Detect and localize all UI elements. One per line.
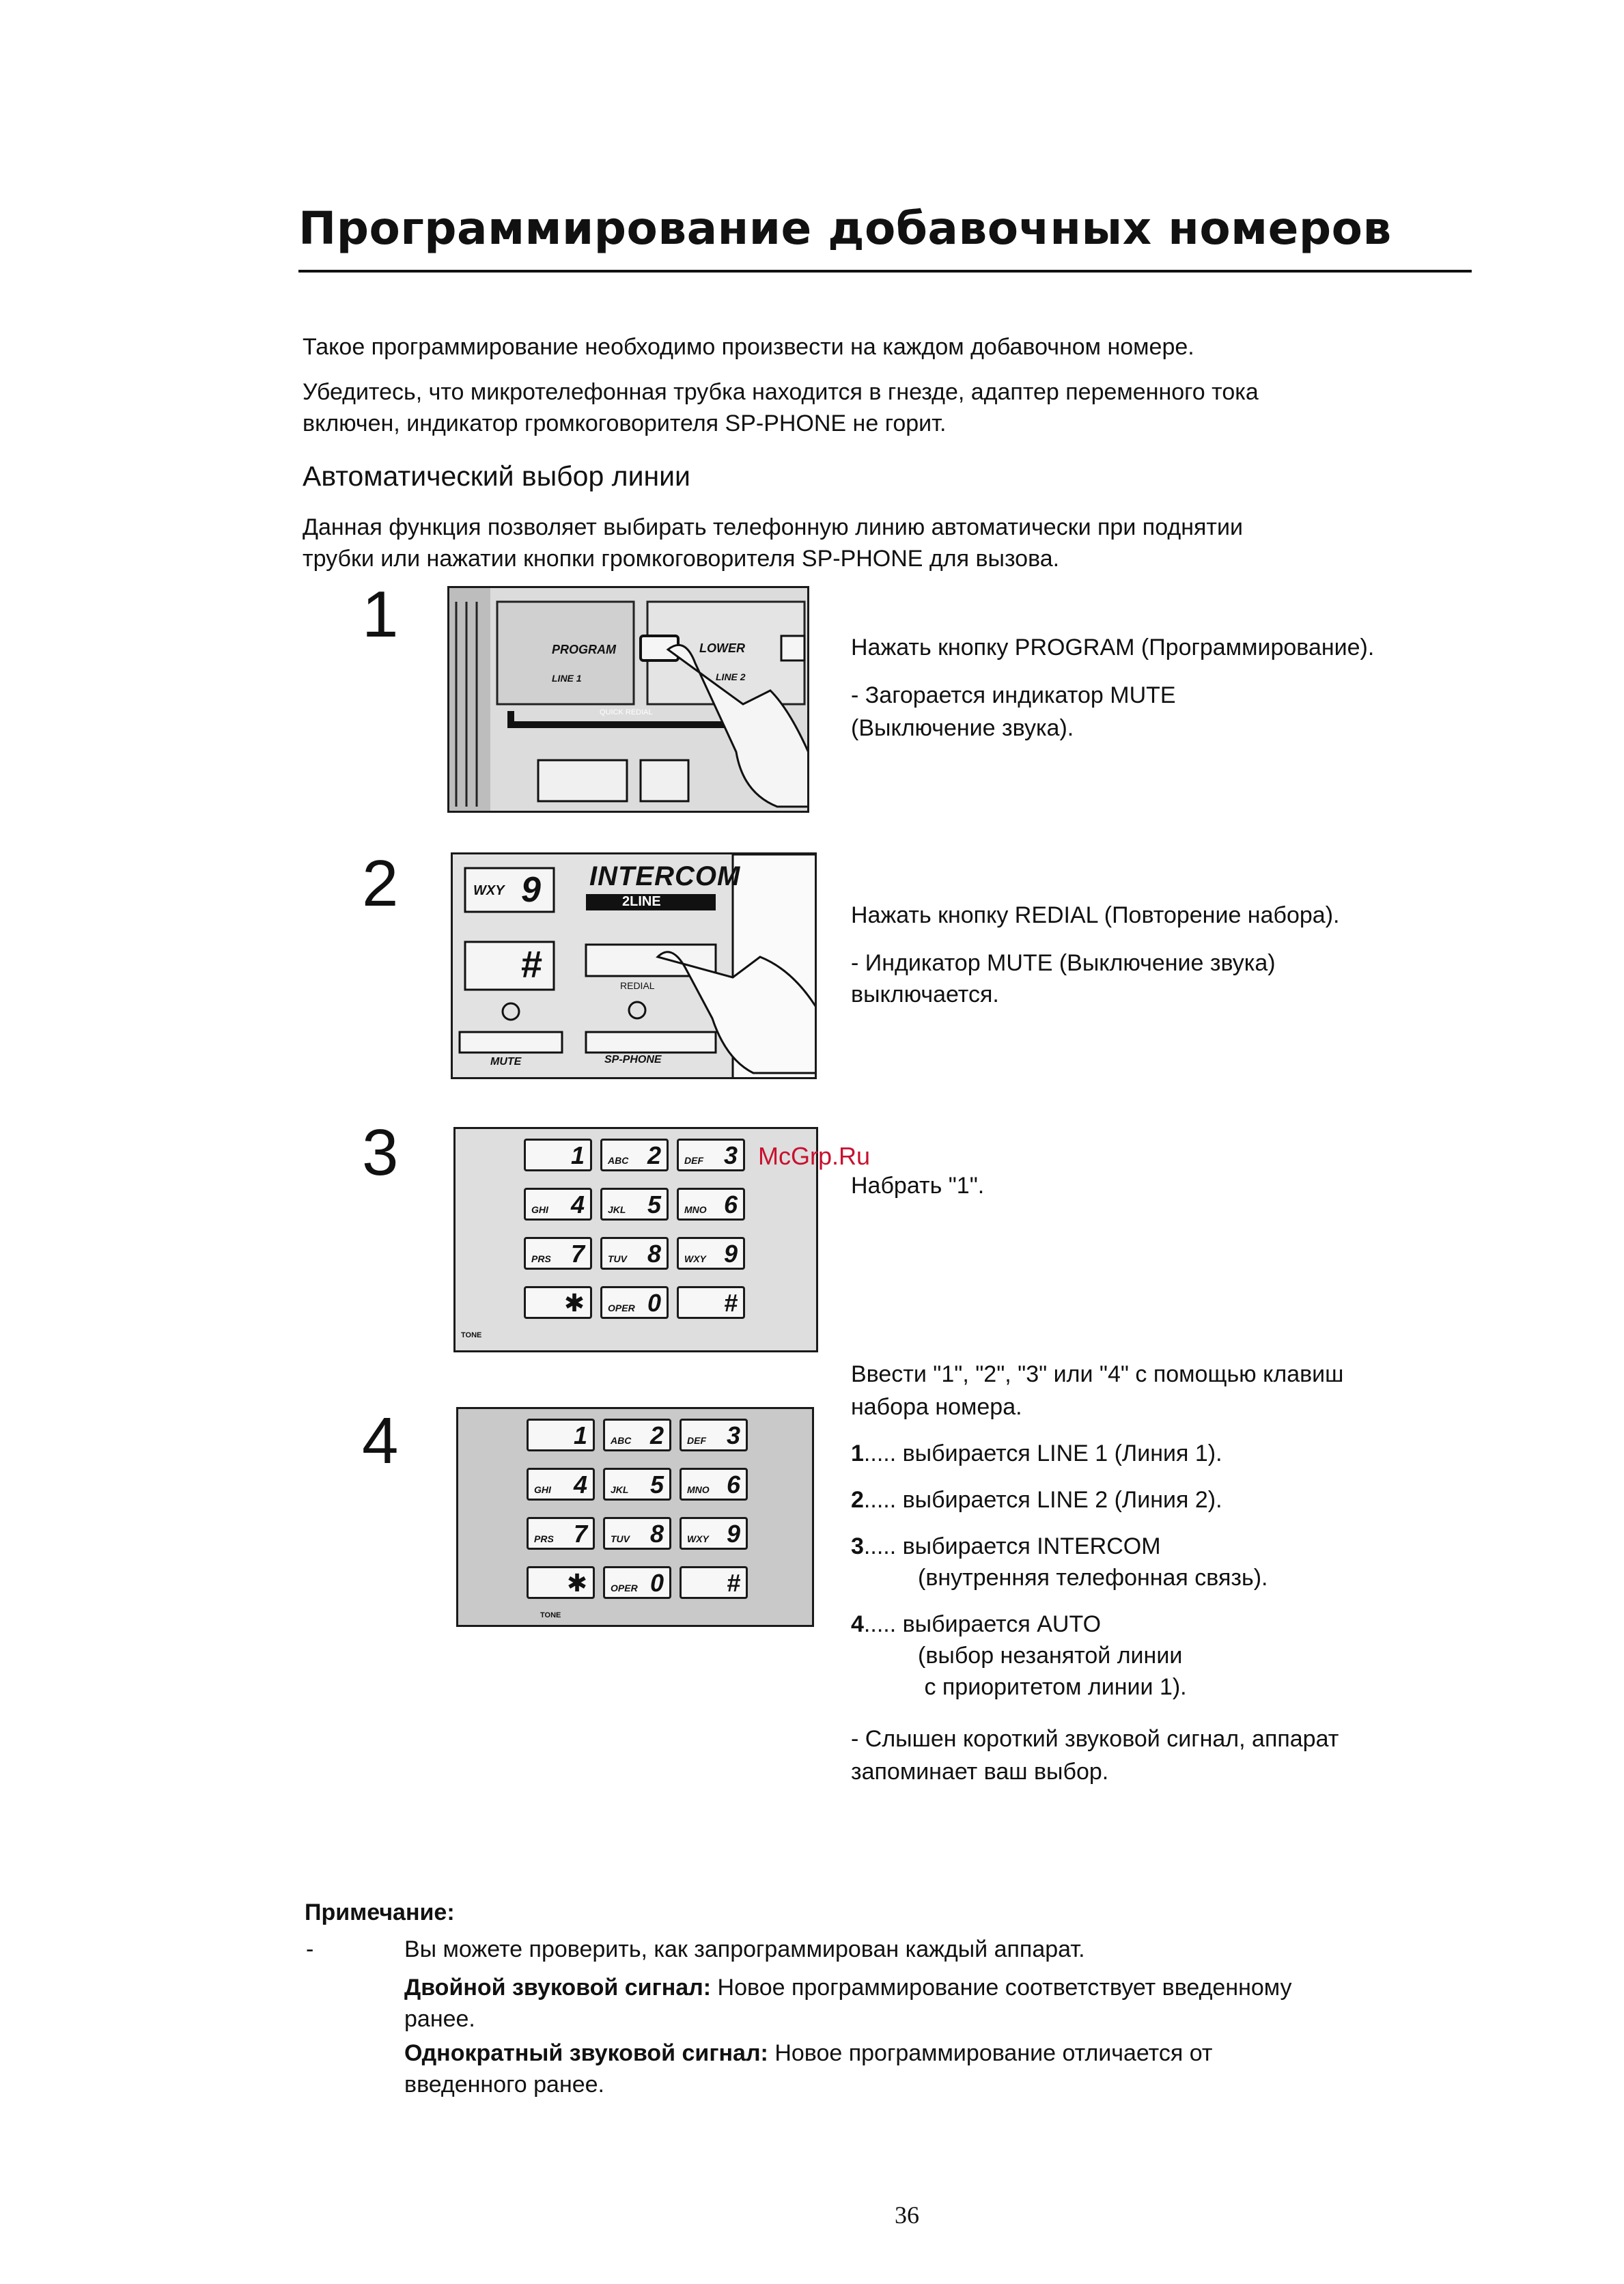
step4-key-7[interactable] [527,1517,595,1550]
key-digit: 5 [649,1471,664,1499]
step1-text-1: Нажать кнопку PROGRAM (Программирование). [851,635,1375,660]
step4-key-1[interactable] [527,1419,595,1451]
option-2 [851,1484,1222,1516]
note-double-label: Двойной звуковой сигнал: [404,1975,712,2001]
step2-text-1: Нажать кнопку REDIAL (Повторение набора). [851,902,1340,928]
key-letters: JKL [611,1484,629,1495]
key-digit: 7 [570,1240,585,1268]
intro-line-3: включен, индикатор громкоговорителя SP-PHONE не горит. [303,410,947,436]
program-panel-drawing [449,588,809,813]
note-double [404,1971,1292,2004]
step-number-1: 1 [362,578,399,651]
key-digit: # [726,1569,740,1597]
section-desc-1: Данная функция позволяет выбирать телефонную линию автоматически при поднятии [303,514,1243,540]
key-digit: 3 [723,1141,738,1169]
key-letters: ABC [611,1435,632,1446]
key-letters: DEF [684,1155,703,1166]
step3-key-11[interactable] [600,1286,669,1319]
key-letters: GHI [534,1484,551,1495]
key-letters: PRS [534,1533,554,1544]
page-number: 36 [895,2201,919,2229]
option-4-dots: ..... [863,1611,897,1637]
quick-redial-label: QUICK REDIAL [600,708,653,716]
key-letters: PRS [531,1253,551,1264]
watermark: McGrp.Ru [758,1142,871,1170]
note-single [404,2037,1212,2070]
step2-text-2: - Индикатор MUTE (Выключение звука) [851,950,1276,976]
key-letters: WXY [684,1253,706,1264]
hash-label: # [521,943,543,986]
confirm-line-2: запоминает ваш выбор. [851,1759,1109,1785]
step-number-3: 3 [362,1116,399,1189]
key-digit: # [723,1289,738,1317]
key-digit: ✱ [563,1289,585,1317]
step4-key-8[interactable] [603,1517,671,1550]
key-letters: DEF [687,1435,706,1446]
key-digit: 0 [647,1289,661,1317]
spphone-label: SP-PHONE [604,1054,662,1066]
step1-text-3: (Выключение звука). [851,715,1074,741]
line2-label: LINE 2 [716,671,746,682]
step4-text-1: Ввести "1", "2", "3" или "4" с помощью клавиш [851,1361,1344,1387]
section-desc-2: трубки или нажатии кнопки громкоговорителя SP-PHONE для вызова. [303,546,1060,572]
intro-line-1: Такое программирование необходимо произвести на каждом добавочном номере. [303,334,1194,360]
tone-label: TONE [461,1331,482,1339]
step-number-4: 4 [362,1404,399,1477]
title-rule [298,270,1472,273]
key-digit: 4 [570,1190,585,1218]
step3-key-9[interactable] [677,1237,745,1270]
lower-label: LOWER [699,641,745,655]
key-digit: 8 [647,1240,661,1268]
key-letters: OPER [611,1583,638,1593]
key-letters: MNO [687,1484,710,1495]
mute-label: MUTE [490,1056,522,1068]
step4-key-3[interactable] [680,1419,748,1451]
note-line-1: Вы можете проверить, как запрограммирован каждый аппарат. [404,1936,1085,1962]
key-digit: 2 [647,1141,661,1169]
key-digit: 9 [726,1520,740,1548]
intro-line-2: Убедитесь, что микротелефонная трубка находится в гнезде, адаптер переменного тока [303,379,1259,405]
redial-label: REDIAL [620,980,655,991]
note-single-label: Однократный звуковой сигнал: [404,2040,768,2066]
step3-key-12[interactable] [677,1286,745,1319]
key-digit: 3 [726,1421,740,1449]
note-double-text: Новое программирование соответствует введенному [711,1975,1292,2001]
step4-key-5[interactable] [603,1468,671,1501]
step4-key-11[interactable] [603,1566,671,1599]
key-digit: 1 [573,1421,587,1449]
twoline-label: 2LINE [622,894,661,909]
key-letters: MNO [684,1204,707,1215]
step4-key-9[interactable] [680,1517,748,1550]
step3-key-6[interactable] [677,1188,745,1221]
step1-text-2: - Загорается индикатор MUTE [851,682,1176,708]
option-1-line-1: выбирается LINE 1 (Линия 1). [902,1440,1222,1466]
key-digit: 7 [573,1520,587,1548]
step3-text-1: Набрать "1". [851,1173,985,1199]
option-4-line-3: с приоритетом линии 1). [918,1674,1187,1700]
key-digit: ✱ [566,1569,587,1597]
key-letters: TUV [608,1253,627,1264]
note-single-text-2: введенного ранее. [404,2072,604,2098]
step3-key-10[interactable] [524,1286,592,1319]
key-digit: 9 [723,1240,738,1268]
step4-key-10[interactable] [527,1566,595,1599]
step3-key-5[interactable] [600,1188,669,1221]
option-4-number: 4 [851,1611,864,1637]
key-letters: ABC [608,1155,629,1166]
figure-redial-panel [451,852,817,1079]
step4-key-4[interactable] [527,1468,595,1501]
key-digit: 1 [570,1141,585,1169]
key-letters: JKL [608,1204,626,1215]
step3-key-8[interactable] [600,1237,669,1270]
option-3 [851,1530,1161,1563]
key-digit: 2 [649,1421,664,1449]
tone-label-2: TONE [540,1611,561,1619]
step2-text-3: выключается. [851,981,999,1007]
option-2-number: 2 [851,1487,864,1513]
note-single-text: Новое программирование отличается от [768,2040,1213,2066]
figure-keypad-step4 [456,1407,814,1627]
option-3-line-1: выбирается INTERCOM [902,1533,1161,1559]
option-2-line-1: выбирается LINE 2 (Линия 2). [902,1487,1222,1513]
key-letters: WXY [687,1533,709,1544]
option-3-dots: ..... [863,1533,897,1559]
key-letters: GHI [531,1204,548,1215]
page-title: Программирование добавочных номеров [298,202,1392,255]
option-3-number: 3 [851,1533,864,1559]
option-4 [851,1608,1101,1641]
step3-key-3[interactable] [677,1139,745,1171]
option-2-dots: ..... [863,1487,897,1513]
step-number-2: 2 [362,847,399,920]
section-heading: Автоматический выбор линии [303,460,690,492]
key-letters: OPER [608,1303,635,1313]
option-1-dots: ..... [863,1440,897,1466]
option-4-line-1: выбирается AUTO [902,1611,1102,1637]
option-1 [851,1437,1222,1470]
key-digit: 0 [649,1569,664,1597]
line1-label: LINE 1 [552,673,582,684]
wxy-label: WXY [473,883,505,898]
option-1-number: 1 [851,1440,864,1466]
step4-key-6[interactable] [680,1468,748,1501]
key-digit: 4 [573,1471,587,1499]
note-heading: Примечание: [305,1899,455,1925]
step3-key-1[interactable] [524,1139,592,1171]
step3-key-2[interactable] [600,1139,669,1171]
confirm-line-1: - Слышен короткий звуковой сигнал, аппарат [851,1726,1339,1752]
note-double-text-2: ранее. [404,2006,475,2032]
step3-key-4[interactable] [524,1188,592,1221]
key-digit: 8 [649,1520,664,1548]
key-digit: 5 [647,1190,661,1218]
step3-key-7[interactable] [524,1237,592,1270]
option-4-line-2: (выбор незанятой линии [918,1643,1183,1669]
step4-text-2: набора номера. [851,1394,1022,1420]
step4-key-12[interactable] [680,1566,748,1599]
key-letters: TUV [611,1533,630,1544]
option-3-line-2: (внутренняя телефонная связь). [918,1565,1268,1591]
key-digit: 6 [723,1190,738,1218]
step4-key-2[interactable] [603,1419,671,1451]
key-digit: 6 [726,1471,740,1499]
program-label: PROGRAM [552,643,616,656]
note-dash: - [306,1936,314,1962]
nine-label: 9 [521,870,541,910]
intercom-label: INTERCOM [589,861,741,891]
figure-program-panel [447,586,809,813]
